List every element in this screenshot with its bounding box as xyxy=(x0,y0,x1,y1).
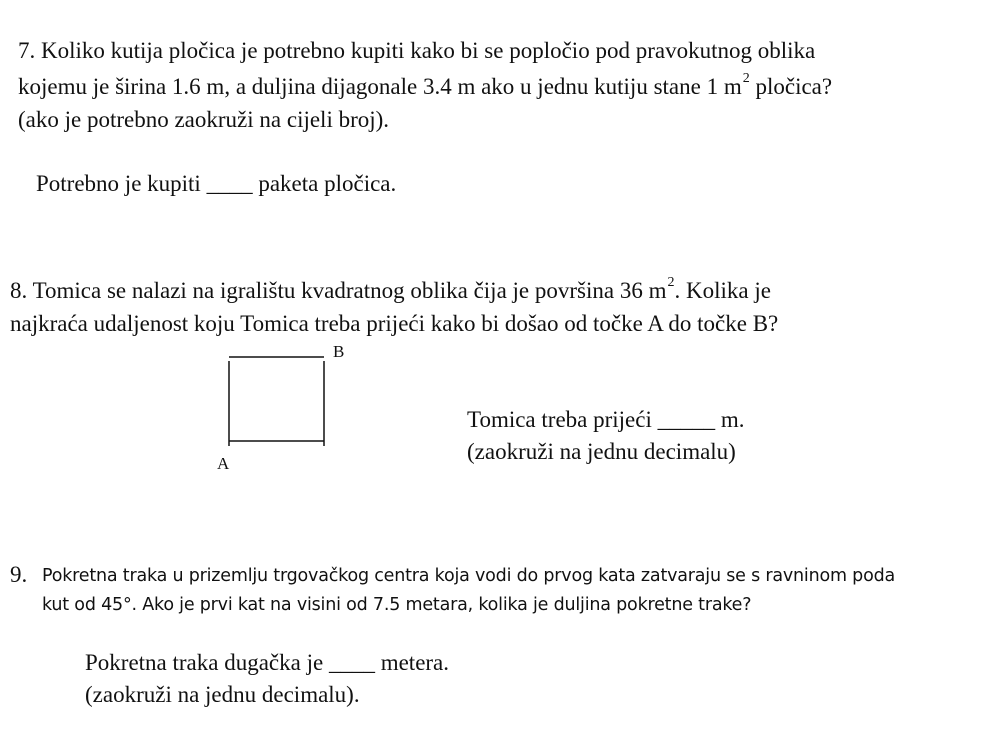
q9-answer-suffix: metera. xyxy=(374,650,450,675)
q7-answer-suffix: paketa pločica. xyxy=(252,171,397,196)
q8-line-1-text: 8. Tomica se nalazi na igralištu kvadratnog oblika čija je površina 36 m xyxy=(10,278,667,303)
q7-answer-prefix: Potrebno je kupiti xyxy=(36,171,207,196)
q9-line-1: Pokretna traka u prizemlju trgovačkog centra koja vodi do prvog kata zatvaraju se s ravninom poda xyxy=(42,566,896,586)
q9-answer-note: (zaokruži na jednu decimalu). xyxy=(85,682,360,707)
q8-answer-line xyxy=(467,405,745,435)
point-b-label: B xyxy=(333,342,345,361)
q9-answer-blank[interactable]: ____ xyxy=(328,650,375,675)
q9-line-2: kut od 45°. Ako je prvi kat na visini od 7.5 metara, kolika je duljina pokretne trake? xyxy=(42,595,752,615)
q7-line-2-text: kojemu je širina 1.6 m, a duljina dijagonale 3.4 m ako u jednu kutiju stane 1 m xyxy=(18,74,742,99)
q8-answer-note: (zaokruži na jednu decimalu) xyxy=(467,439,736,464)
q9-number: 9. xyxy=(10,562,28,587)
q8-answer-blank[interactable]: _____ xyxy=(657,407,716,432)
point-a-label: A xyxy=(217,454,230,473)
q9-answer-line xyxy=(85,648,449,678)
q8-answer-prefix: Tomica treba prijeći xyxy=(467,407,658,432)
q8-line-1-end: . Kolika je xyxy=(674,278,771,303)
q8-superscript: 2 xyxy=(667,275,675,290)
q7-line-2-end: pločica? xyxy=(749,74,833,99)
q7-answer-blank[interactable]: ____ xyxy=(206,171,253,196)
q9-answer-prefix: Pokretna traka dugačka je xyxy=(85,650,329,675)
q7-line-1: 7. Koliko kutija pločica je potrebno kupiti kako bi se popločio pod pravokutnog oblika xyxy=(18,38,816,63)
q8-line-2: najkraća udaljenost koju Tomica treba prijeći kako bi došao od točke A do točke B? xyxy=(10,311,779,336)
q8-answer-suffix: m. xyxy=(715,407,745,432)
q7-superscript: 2 xyxy=(742,71,750,86)
q7-line-3: (ako je potrebno zaokruži na cijeli broj). xyxy=(18,107,390,132)
